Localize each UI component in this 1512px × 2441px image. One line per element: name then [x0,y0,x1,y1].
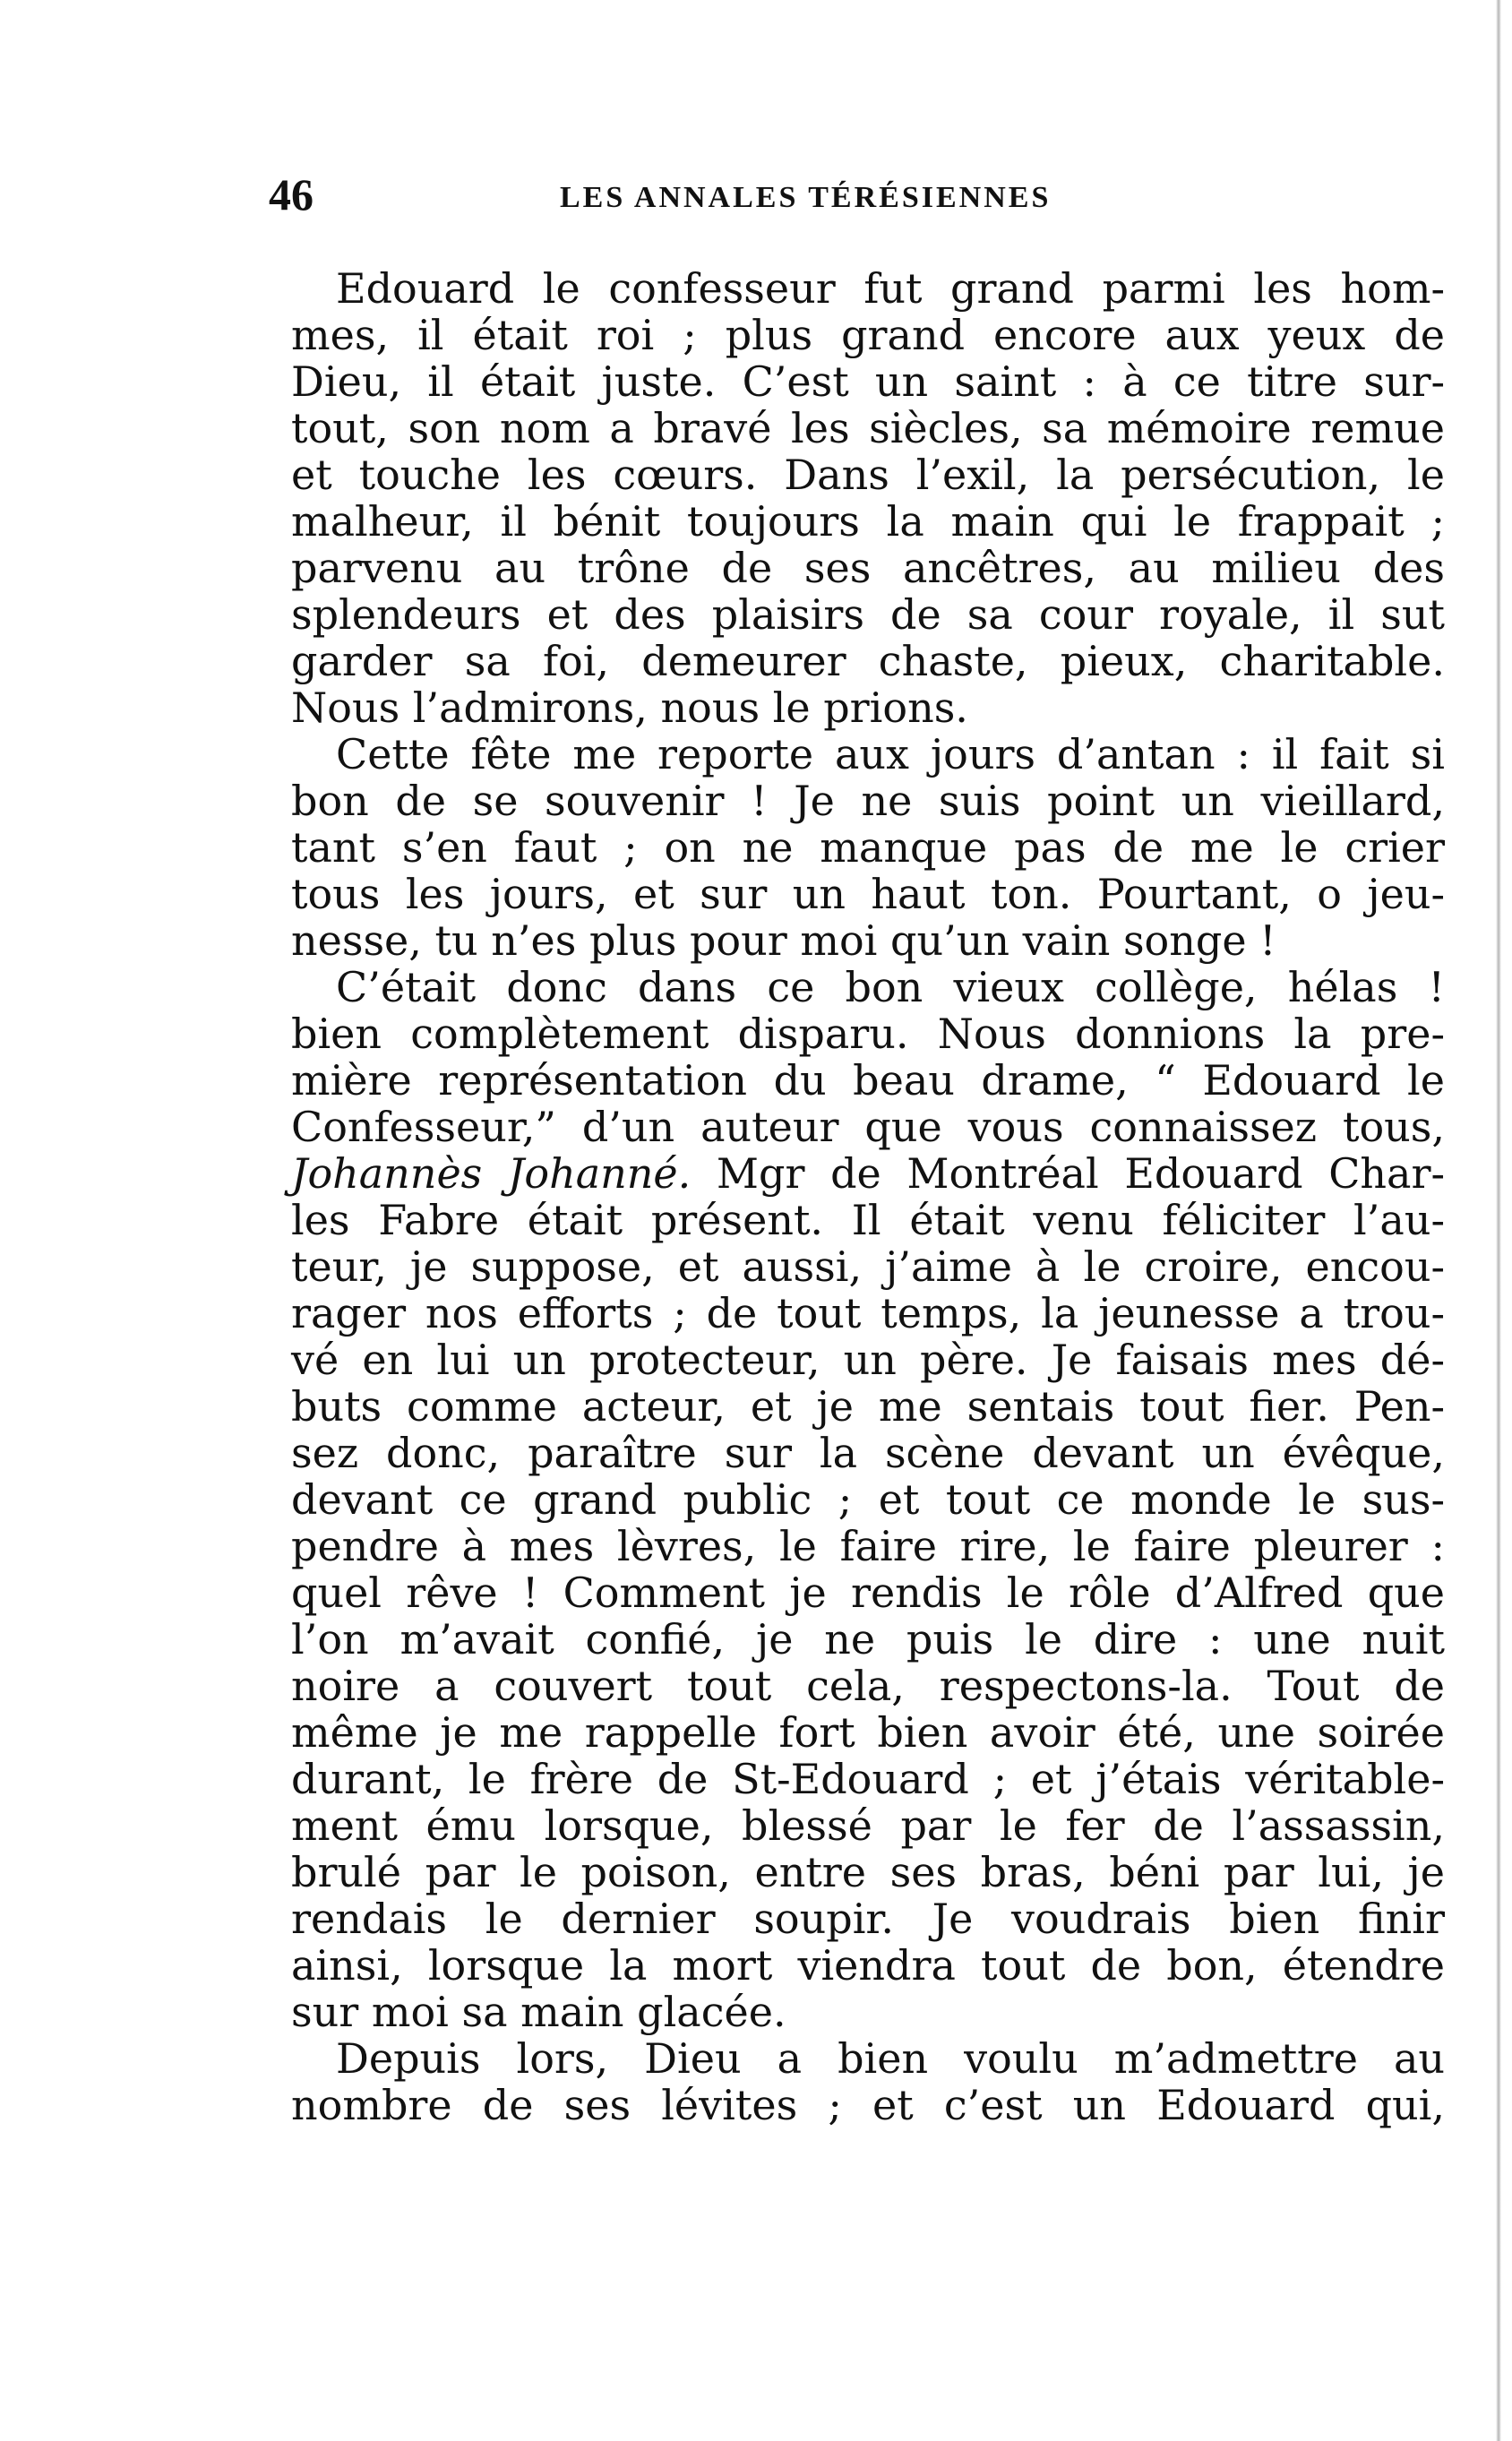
text-line: mes, il était roi ; plus grand encore aux yeux de [291,311,1445,359]
text-line: et touche les cœurs. Dans l’exil, la persécution, le [291,451,1445,499]
text-line: tout, son nom a bravé les siècles, sa mémoire remue [291,404,1445,452]
text-line: sez donc, paraître sur la scène devant un évêque, [291,1429,1445,1477]
author-name-italic: Johannès Johanné. [291,1149,692,1198]
text-line: buts comme acteur, et je me sentais tout fier. Pen- [291,1382,1445,1431]
text-line: malheur, il bénit toujours la main qui le frappait ; [291,497,1445,546]
text-line: ment ému lorsque, blessé par le fer de l’assassin, [291,1801,1445,1850]
text-line: tous les jours, et sur un haut ton. Pourtant, o jeu- [291,870,1445,918]
text-line: l’on m’avait confié, je ne puis le dire : une nuit [291,1615,1445,1663]
page-edge-shadow [1496,0,1501,2441]
text-line: Nous l’admirons, nous le prions. [291,683,968,732]
text-line: tant s’en faut ; on ne manque pas de me le crier [291,823,1445,872]
text-line: devant ce grand public ; et tout ce monde le sus- [291,1475,1445,1524]
running-title: LES ANNALES TÉRÉSIENNES [560,181,1052,214]
text-line: Cette fête me reporte aux jours d’antan : il fait si [336,730,1445,778]
text-line: Depuis lors, Dieu a bien voulu m’admettre au [336,2034,1445,2083]
text-line: brulé par le poison, entre ses bras, béni par lui, je [291,1848,1445,1896]
text-line: vé en lui un protecteur, un père. Je faisais mes dé- [291,1336,1445,1384]
text-line: Edouard le confesseur fut grand parmi les hom- [336,264,1445,313]
text-line: les Fabre était présent. Il était venu féliciter l’au- [291,1196,1445,1244]
text-line: ainsi, lorsque la mort viendra tout de bon, étendre [291,1941,1445,1990]
text-line: bon de se souvenir ! Je ne suis point un vieillard, [291,777,1445,825]
text-line: rager nos efforts ; de tout temps, la jeunesse a trou- [291,1289,1445,1337]
text-line: mière représentation du beau drame, “ Edouard le [291,1056,1445,1104]
page-number: 46 [269,169,314,219]
text-line: nesse, tu n’es plus pour moi qu’un vain songe ! [291,916,1276,965]
text-line: nombre de ses lévites ; et c’est un Edouard qui, [291,2081,1445,2129]
body-text [291,265,1445,2128]
text-line: teur, je suppose, et aussi, j’aime à le croire, encou- [291,1242,1445,1291]
text-line: bien complètement disparu. Nous donnions la pre- [291,1010,1445,1058]
text-line: Confesseur,” d’un auteur que vous connaissez tous, [291,1103,1445,1151]
text-line: garder sa foi, demeurer chaste, pieux, charitable. [291,637,1445,685]
text-line: noire a couvert tout cela, respectons-la. Tout de [291,1662,1445,1710]
text-line-rest: Mgr de Montréal Edouard Char- [716,1149,1446,1198]
text-line: quel rêve ! Comment je rendis le rôle d’Alfred que [291,1569,1445,1617]
text-line: parvenu au trône de ses ancêtres, au milieu des [291,544,1445,592]
text-line: sur moi sa main glacée. [291,1988,786,2036]
text-line: splendeurs et des plaisirs de sa cour royale, il sut [291,590,1445,639]
text-line: rendais le dernier soupir. Je voudrais bien finir [291,1895,1445,1943]
text-line: même je me rappelle fort bien avoir été, une soirée [291,1708,1445,1757]
text-line: pendre à mes lèvres, le faire rire, le faire pleurer : [291,1522,1445,1570]
text-line: Dieu, il était juste. C’est un saint : à ce titre sur- [291,357,1445,406]
running-head [269,168,1433,231]
text-line-with-author [291,1150,1445,1197]
text-line: durant, le frère de St-Edouard ; et j’étais véritable- [291,1755,1445,1803]
text-line: C’était donc dans ce bon vieux collège, hélas ! [336,963,1445,1011]
